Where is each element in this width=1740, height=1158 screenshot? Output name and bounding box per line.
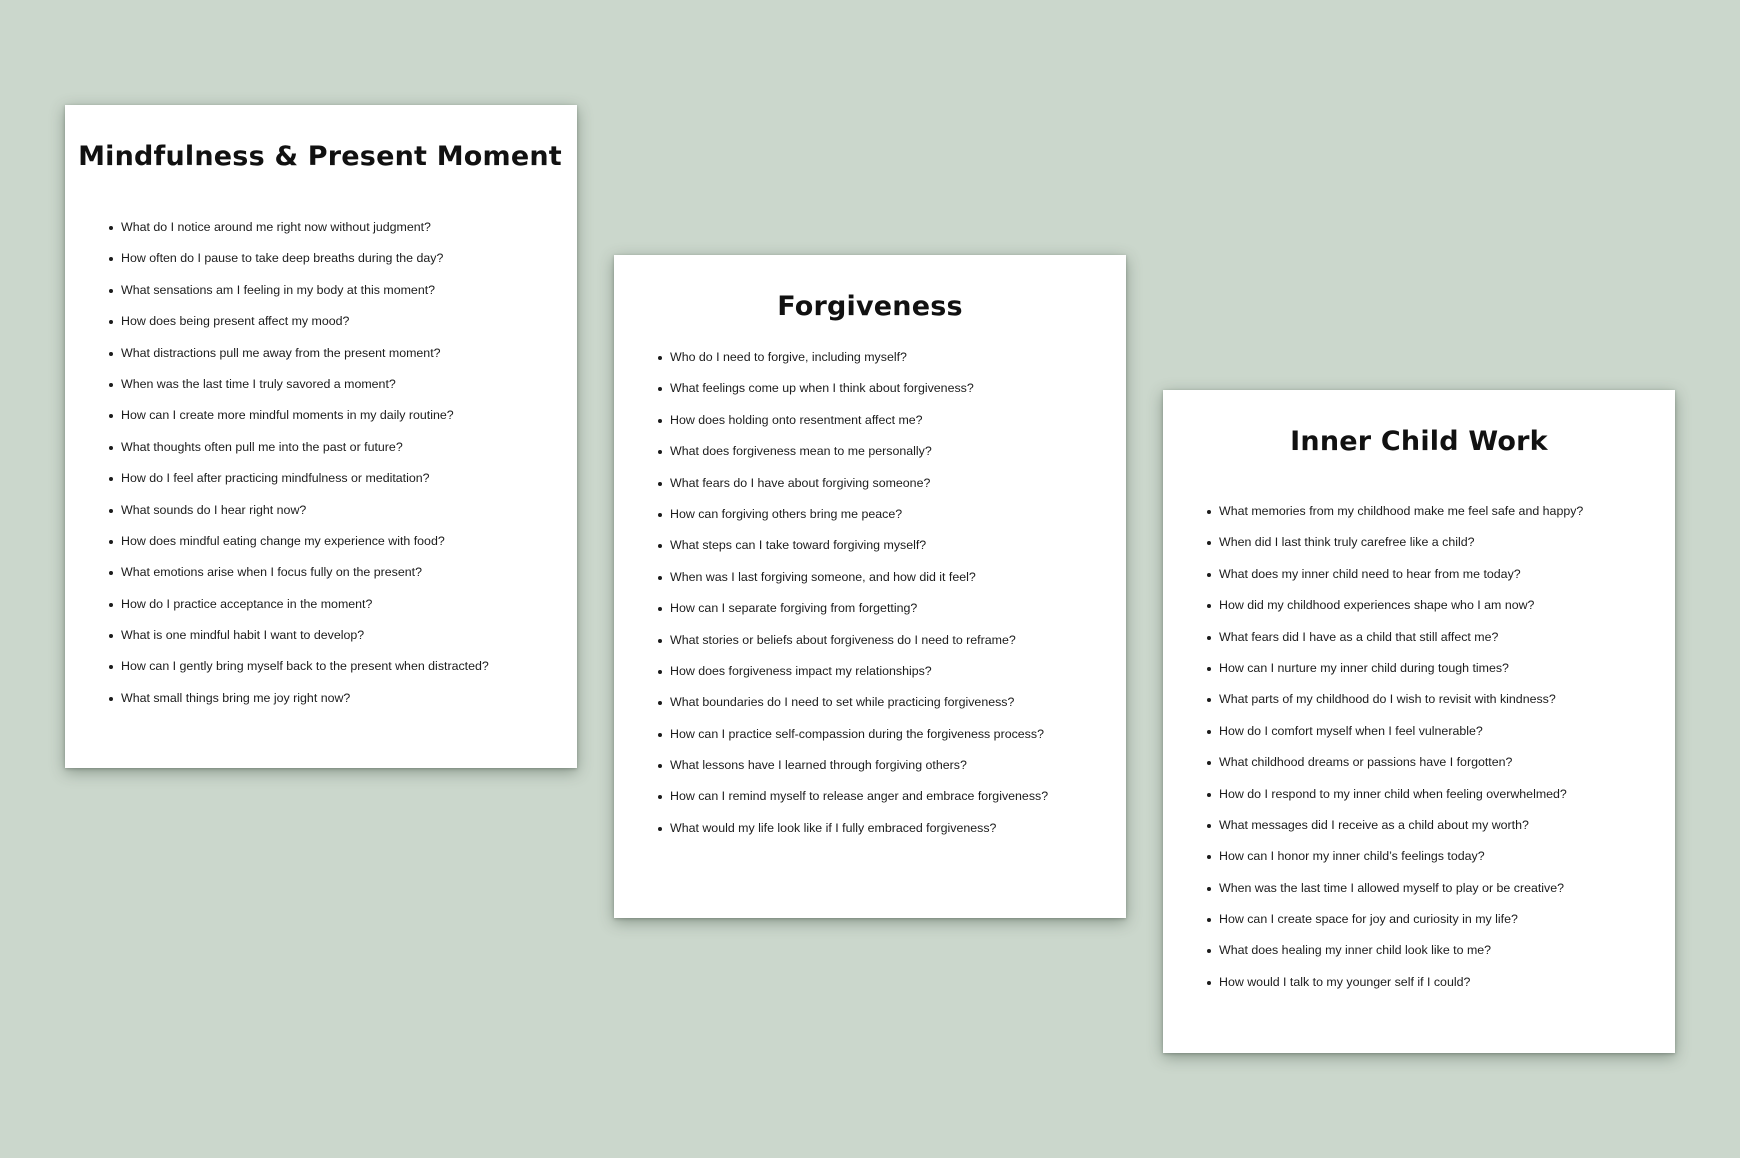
- prompt-list: [614, 349, 1126, 851]
- prompt-item: How did my childhood experiences shape who I am now?: [1207, 597, 1675, 628]
- prompt-item: What parts of my childhood do I wish to revisit with kindness?: [1207, 691, 1675, 722]
- worksheet-inner-child: [1163, 390, 1675, 1053]
- worksheet-title: Mindfulness & Present Moment: [78, 141, 562, 172]
- worksheet-forgiveness: [614, 255, 1126, 918]
- prompt-item: How can I remind myself to release anger and embrace forgiveness?: [658, 788, 1126, 819]
- prompt-item: How can I separate forgiving from forgetting?: [658, 600, 1126, 631]
- worksheet-title: Forgiveness: [777, 291, 963, 322]
- prompt-item: What does healing my inner child look like to me?: [1207, 942, 1675, 973]
- worksheet-mindfulness: [65, 105, 577, 768]
- prompt-item: What stories or beliefs about forgiveness do I need to reframe?: [658, 632, 1126, 663]
- prompt-item: Who do I need to forgive, including myself?: [658, 349, 1126, 380]
- prompt-item: How do I practice acceptance in the moment?: [109, 596, 577, 627]
- prompt-item: What is one mindful habit I want to develop?: [109, 627, 577, 658]
- prompt-item: How would I talk to my younger self if I could?: [1207, 974, 1675, 1005]
- prompt-item: How does mindful eating change my experience with food?: [109, 533, 577, 564]
- prompt-item: What fears did I have as a child that still affect me?: [1207, 629, 1675, 660]
- prompt-item: How can I nurture my inner child during tough times?: [1207, 660, 1675, 691]
- prompt-item: What sensations am I feeling in my body at this moment?: [109, 282, 577, 313]
- prompt-item: How can I practice self-compassion during the forgiveness process?: [658, 726, 1126, 757]
- prompt-item: What messages did I receive as a child about my worth?: [1207, 817, 1675, 848]
- prompt-item: When was the last time I truly savored a moment?: [109, 376, 577, 407]
- prompt-item: What does my inner child need to hear from me today?: [1207, 566, 1675, 597]
- prompt-item: How does being present affect my mood?: [109, 313, 577, 344]
- prompt-item: How does forgiveness impact my relationships?: [658, 663, 1126, 694]
- prompt-item: What lessons have I learned through forgiving others?: [658, 757, 1126, 788]
- prompt-item: How do I feel after practicing mindfulness or meditation?: [109, 470, 577, 501]
- prompt-item: What sounds do I hear right now?: [109, 502, 577, 533]
- prompt-item: How do I respond to my inner child when feeling overwhelmed?: [1207, 786, 1675, 817]
- prompt-item: What fears do I have about forgiving someone?: [658, 475, 1126, 506]
- prompt-item: What would my life look like if I fully embraced forgiveness?: [658, 820, 1126, 851]
- prompt-item: What steps can I take toward forgiving myself?: [658, 537, 1126, 568]
- prompt-item: What thoughts often pull me into the past or future?: [109, 439, 577, 470]
- prompt-item: How does holding onto resentment affect me?: [658, 412, 1126, 443]
- prompt-item: How do I comfort myself when I feel vulnerable?: [1207, 723, 1675, 754]
- prompt-item: How can I create more mindful moments in my daily routine?: [109, 407, 577, 438]
- prompt-item: How can forgiving others bring me peace?: [658, 506, 1126, 537]
- prompt-item: How can I create space for joy and curiosity in my life?: [1207, 911, 1675, 942]
- prompt-item: What do I notice around me right now without judgment?: [109, 219, 577, 250]
- prompt-list: [65, 219, 577, 721]
- prompt-item: What distractions pull me away from the present moment?: [109, 345, 577, 376]
- prompt-item: How often do I pause to take deep breaths during the day?: [109, 250, 577, 281]
- prompt-item: What boundaries do I need to set while practicing forgiveness?: [658, 694, 1126, 725]
- prompt-item: What emotions arise when I focus fully on the present?: [109, 564, 577, 595]
- worksheet-title: Inner Child Work: [1290, 426, 1548, 457]
- prompt-item: When did I last think truly carefree like a child?: [1207, 534, 1675, 565]
- prompt-item: How can I gently bring myself back to the present when distracted?: [109, 658, 577, 689]
- prompt-item: What does forgiveness mean to me personally?: [658, 443, 1126, 474]
- prompt-item: What memories from my childhood make me feel safe and happy?: [1207, 503, 1675, 534]
- prompt-item: What small things bring me joy right now?: [109, 690, 577, 721]
- prompt-item: What feelings come up when I think about forgiveness?: [658, 380, 1126, 411]
- prompt-list: [1163, 503, 1675, 1005]
- prompt-item: When was the last time I allowed myself to play or be creative?: [1207, 880, 1675, 911]
- prompt-item: What childhood dreams or passions have I forgotten?: [1207, 754, 1675, 785]
- prompt-item: When was I last forgiving someone, and how did it feel?: [658, 569, 1126, 600]
- prompt-item: How can I honor my inner child’s feelings today?: [1207, 848, 1675, 879]
